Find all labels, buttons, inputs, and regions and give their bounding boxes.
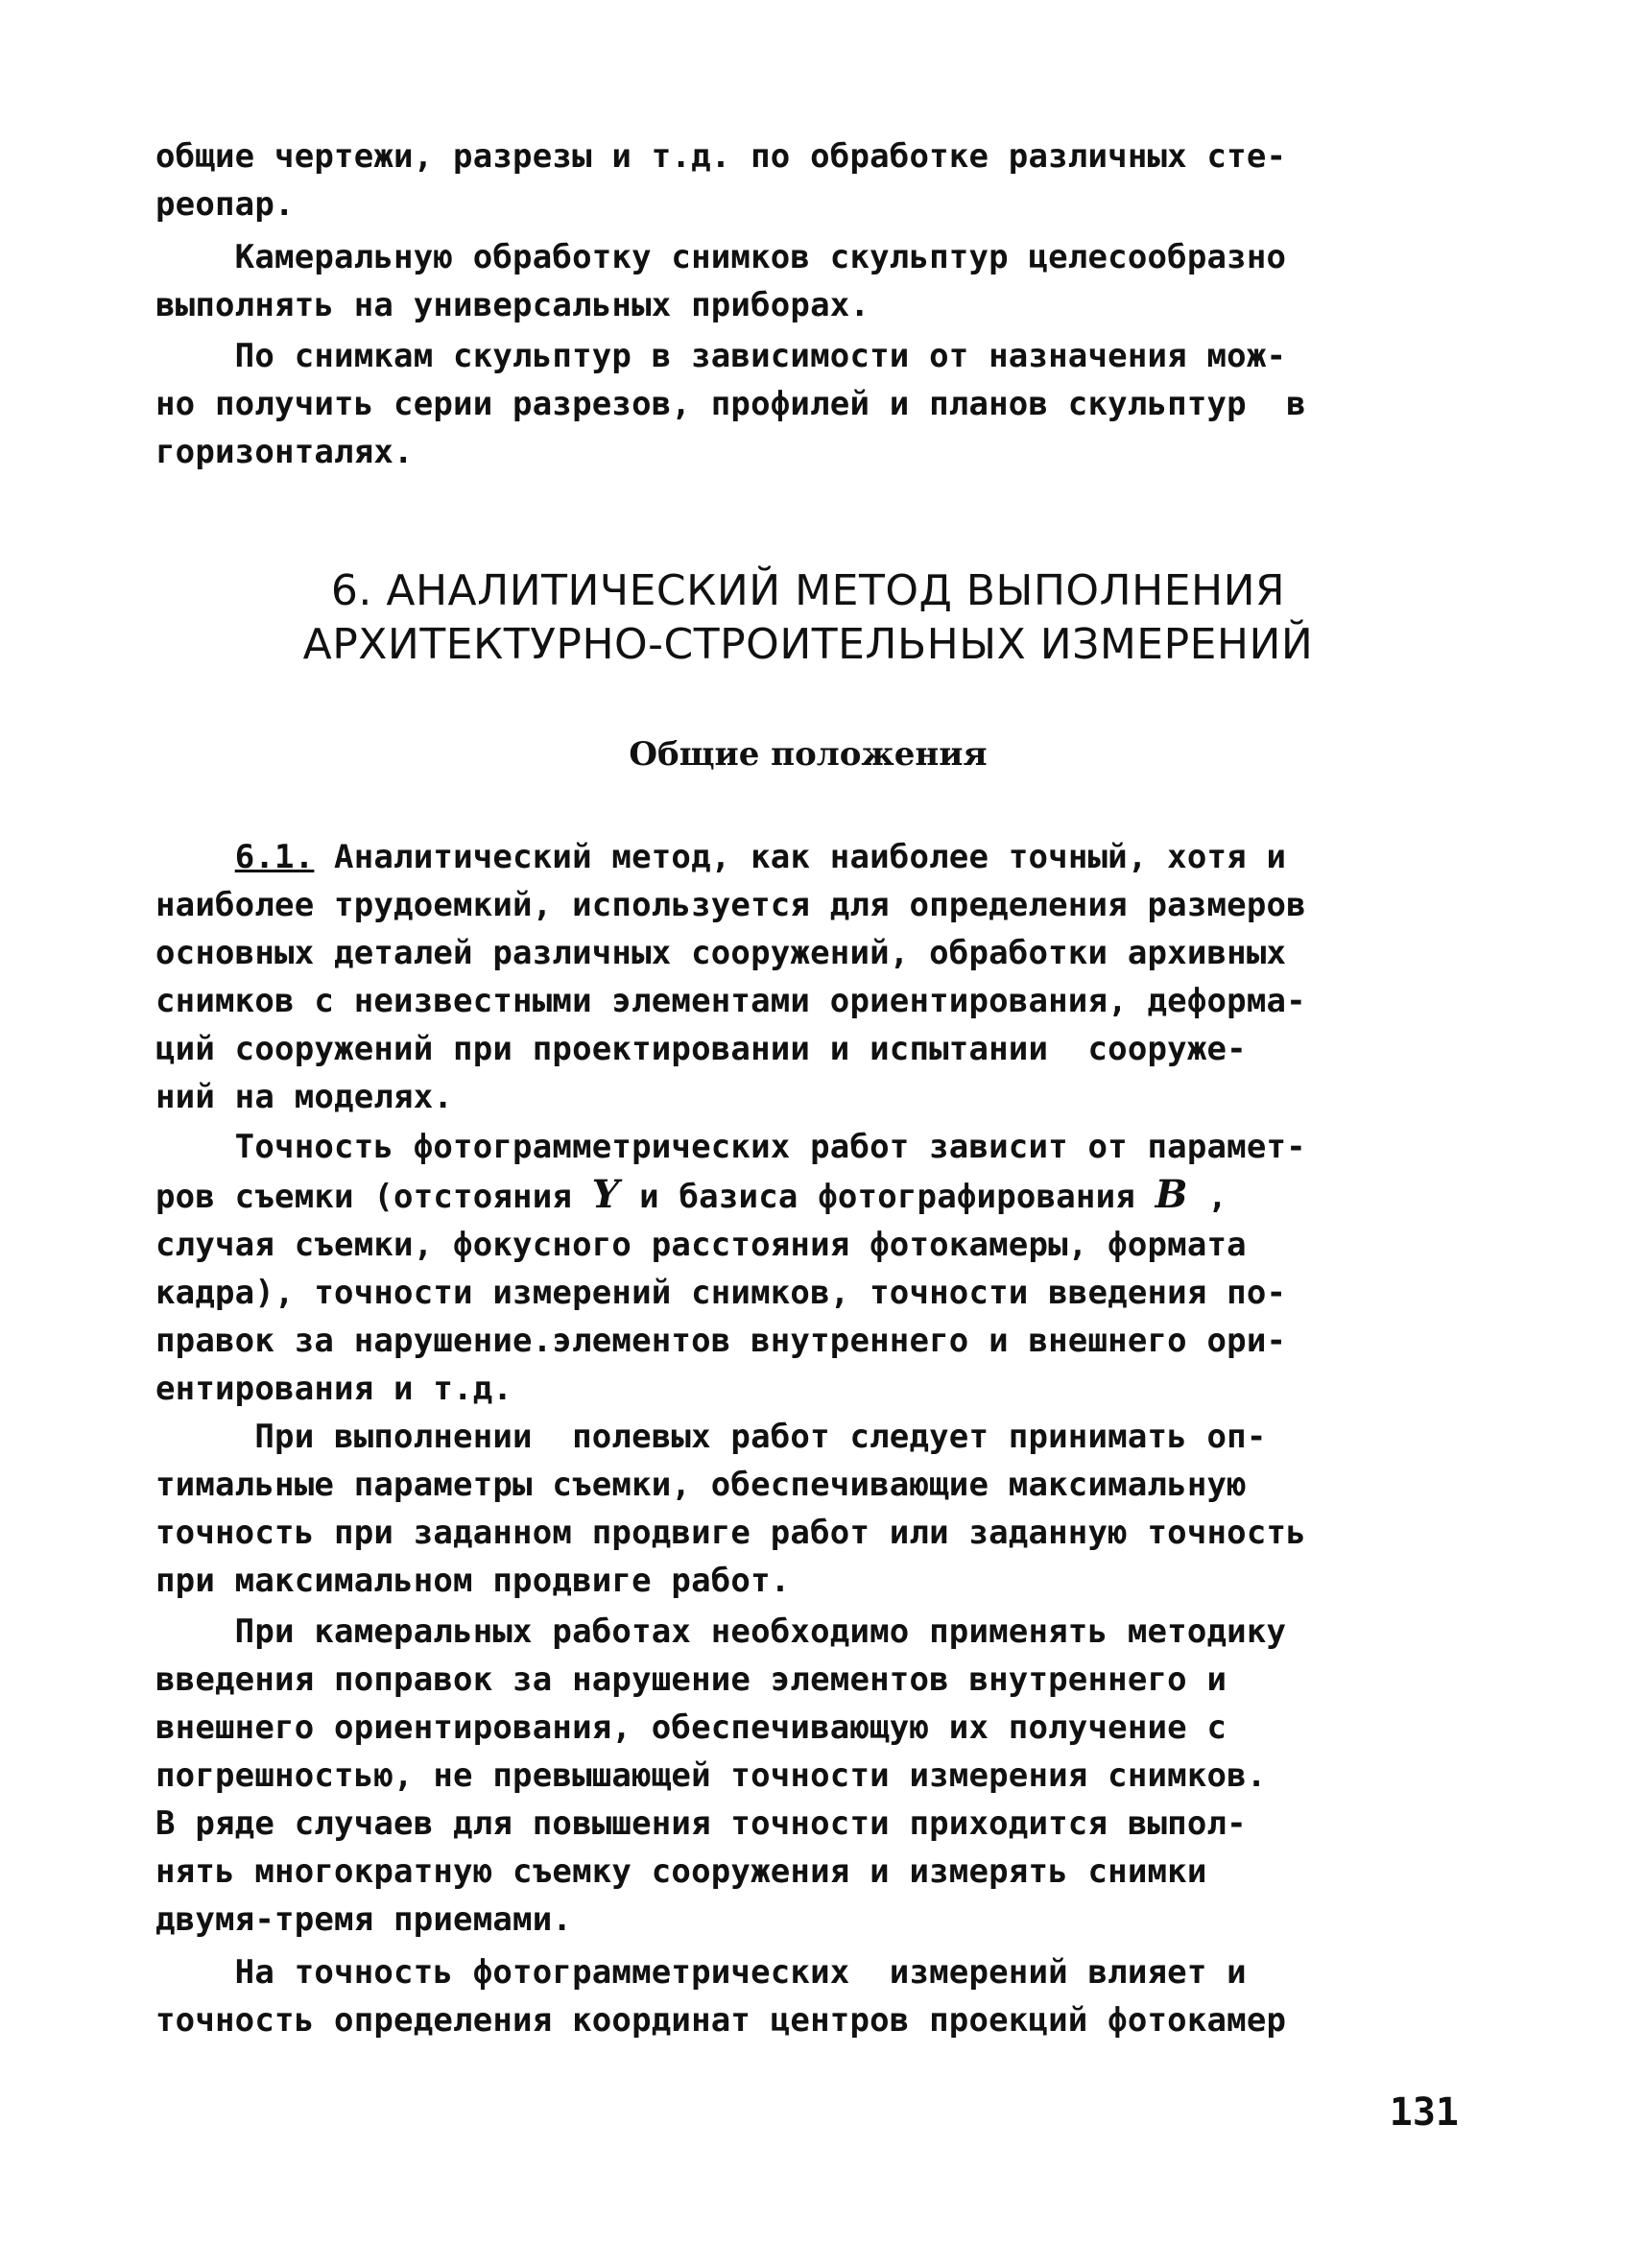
paragraph-6-1 xyxy=(155,833,1461,1121)
section-heading-line-2: АРХИТЕКТУРНО-СТРОИТЕЛЬНЫХ ИЗМЕРЕНИЙ xyxy=(302,620,1314,669)
paragraph-6-1-text: Аналитический метод, как наиболее точный, хотя и наиболее трудоемкий, используется для определения размеров основных деталей различных сооружений, обработки архивных снимков с неизвестными элементами ориентирования, деформа- ций сооружений при проектировании и испытании сооруже- ний на моделях. xyxy=(155,838,1306,1116)
paragraph-continuation: общие чертежи, разрезы и т.д. по обработке различных сте- реопар. xyxy=(155,137,1287,224)
paragraph-accuracy-part-b: и базиса фотографирования xyxy=(619,1178,1156,1216)
paragraph-cameral-work: При камеральных работах необходимо применять методику введения поправок за нарушение элементов внутреннего и внешнего ориентирования, обеспечивающую их получение с погрешностью, не превышающей точности измерения снимков. В ряде случаев для повышения точности приходится выпол- нять многократную съемку сооружения и измерять снимки двумя-тремя приемами. xyxy=(155,1612,1287,1939)
paragraph-accuracy-part-a: Точность фотограмметрических работ зависит от парамет- ров съемки (отстояния xyxy=(155,1128,1306,1216)
paragraph-accuracy xyxy=(155,1123,1461,1413)
symbol-b: B xyxy=(1155,1172,1188,1217)
symbol-y: Y xyxy=(591,1172,620,1217)
page-number: 131 xyxy=(1389,2090,1459,2135)
paragraph-cameral-processing: Камеральную обработку снимков скульптур целесообразно выполнять на универсальных приборах. xyxy=(155,238,1287,324)
paragraph-accuracy-part-c: , случая съемки, фокусного расстояния фотокамеры, формата кадра), точности измерений снимков, точности введения по- правок за нарушение.элементов внутреннего и внешнего ори- ентирования и т.д. xyxy=(155,1178,1287,1408)
section-subheading: Общие положения xyxy=(629,735,988,774)
section-heading-line-1: 6. АНАЛИТИЧЕСКИЙ МЕТОД ВЫПОЛНЕНИЯ xyxy=(330,566,1286,615)
paragraph-last: На точность фотограмметрических измерений влияет и точность определения координат центров проекций фотокамер xyxy=(155,1953,1287,2040)
paragraph-number: 6.1. xyxy=(234,838,315,876)
paragraph-field-work: При выполнении полевых работ следует принимать оп- тимальные параметры съемки, обеспечивающие максимальную точность при заданном продвиге работ или заданную точность при максимальном продвиге работ. xyxy=(155,1418,1306,1600)
paragraph-sculpture-sections: По снимкам скульптур в зависимости от назначения мож- но получить серии разрезов, профилей и планов скульптур в горизонталях. xyxy=(155,337,1306,471)
